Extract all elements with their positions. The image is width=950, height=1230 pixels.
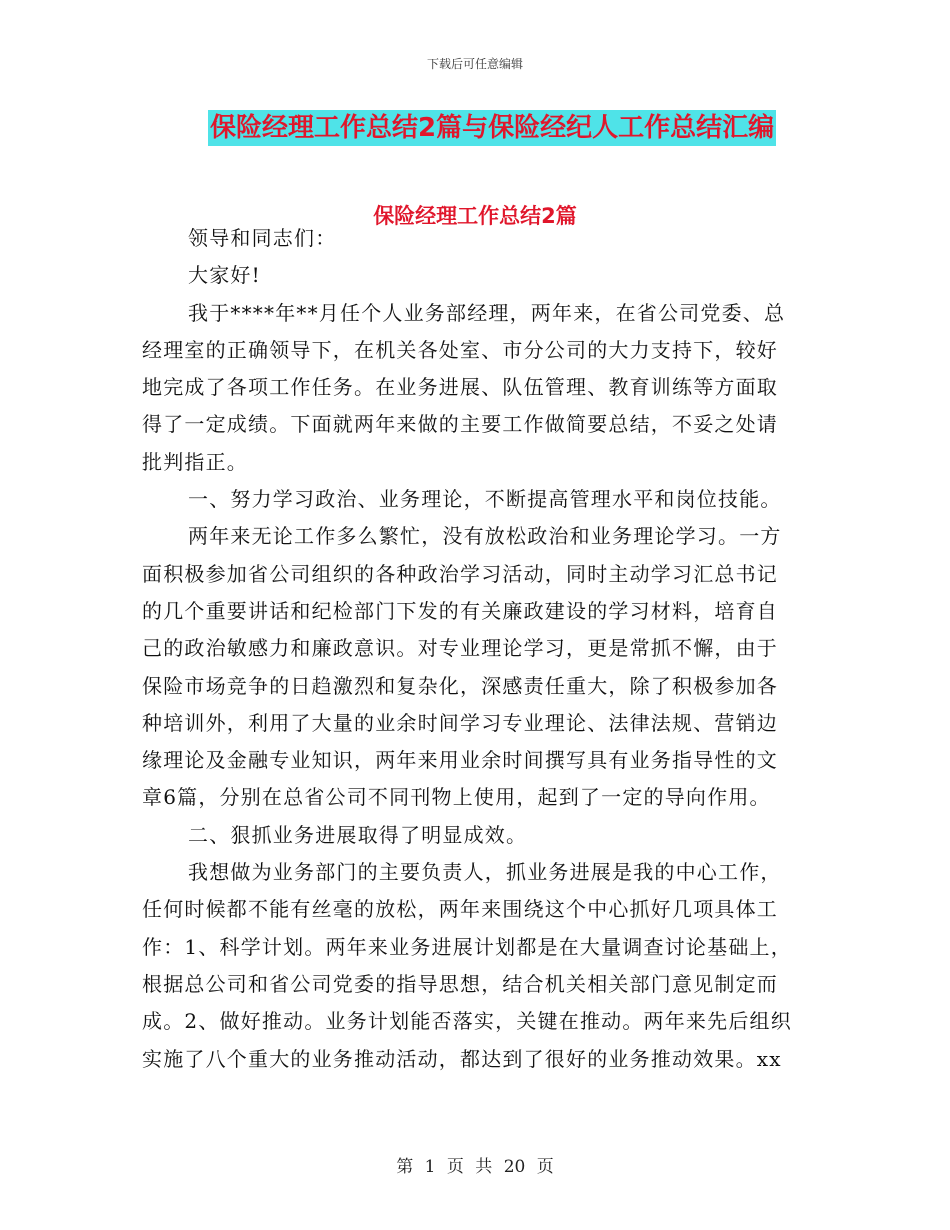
page-label: 第 bbox=[396, 1157, 414, 1177]
body-line: 保险市场竞争的日趋激烈和复杂化，深感责任重大，除了积极参加各 bbox=[142, 673, 778, 698]
document-body bbox=[142, 220, 807, 1078]
body-line: 面积极参加省公司组织的各种政治学习活动，同时主动学习汇总书记 bbox=[142, 561, 778, 586]
body-line: 的几个重要讲话和纪检部门下发的有关廉政建设的学习材料，培育自 bbox=[142, 598, 778, 623]
body-line: 二、狠抓业务进展取得了明显成效。 bbox=[188, 822, 528, 847]
body-line: 作：1、科学计划。两年来业务进展计划都是在大量调查讨论基础上， bbox=[142, 934, 792, 959]
document-title: 保险经理工作总结2篇与保险经纪人工作总结汇编 bbox=[208, 110, 776, 146]
body-line: 得了一定成绩。下面就两年来做的主要工作做简要总结，不妥之处请 bbox=[142, 412, 778, 437]
body-line: 经理室的正确领导下，在机关各处室、市分公司的大力支持下，较好 bbox=[142, 337, 778, 362]
document-title-wrapper bbox=[208, 110, 776, 146]
body-line: 缘理论及金融专业知识，两年来用业余时间撰写具有业务指导性的文 bbox=[142, 748, 778, 773]
page-total: 20 bbox=[503, 1157, 526, 1177]
body-line: 成。2、做好推动。业务计划能否落实，关键在推动。两年来先后组织 bbox=[142, 1009, 792, 1034]
body-line: 批判指正。 bbox=[142, 449, 248, 474]
body-line: 任何时候都不能有丝毫的放松，两年来围绕这个中心抓好几项具体工 bbox=[142, 897, 778, 922]
section-title: 保险经理工作总结2篇 bbox=[373, 204, 577, 228]
body-line: 领导和同志们： bbox=[188, 226, 337, 250]
total-label: 共 bbox=[475, 1157, 493, 1177]
body-line: 实施了八个重大的业务推动活动，都达到了很好的业务推动效果。xx bbox=[142, 1046, 782, 1071]
body-line: 一、努力学习政治、业务理论，不断提高管理水平和岗位技能。 bbox=[188, 487, 782, 512]
page-unit: 页 bbox=[446, 1157, 464, 1177]
body-line: 两年来无论工作多么繁忙，没有放松政治和业务理论学习。一方 bbox=[188, 524, 782, 549]
body-line: 大家好! bbox=[188, 263, 261, 288]
body-line: 种培训外，利用了大量的业余时间学习专业理论、法律法规、营销边 bbox=[142, 710, 778, 735]
body-line: 己的政治敏感力和廉政意识。对专业理论学习，更是常抓不懈，由于 bbox=[142, 636, 778, 661]
header-note: 下载后可任意编辑 bbox=[426, 57, 523, 71]
page-current: 1 bbox=[424, 1157, 436, 1177]
body-line: 章6篇，分别在总省公司不同刊物上使用，起到了一定的导向作用。 bbox=[142, 785, 771, 810]
body-line: 根据总公司和省公司党委的指导思想，结合机关相关部门意见制定而 bbox=[142, 971, 778, 996]
body-line: 地完成了各项工作任务。在业务进展、队伍管理、教育训练等方面取 bbox=[142, 375, 778, 400]
total-unit: 页 bbox=[536, 1157, 554, 1177]
page-footer bbox=[0, 1152, 950, 1177]
body-line: 我于****年**月任个人业务部经理，两年来，在省公司党委、总 bbox=[188, 300, 786, 325]
body-line: 我想做为业务部门的主要负责人，抓业务进展是我的中心工作， bbox=[188, 860, 782, 885]
